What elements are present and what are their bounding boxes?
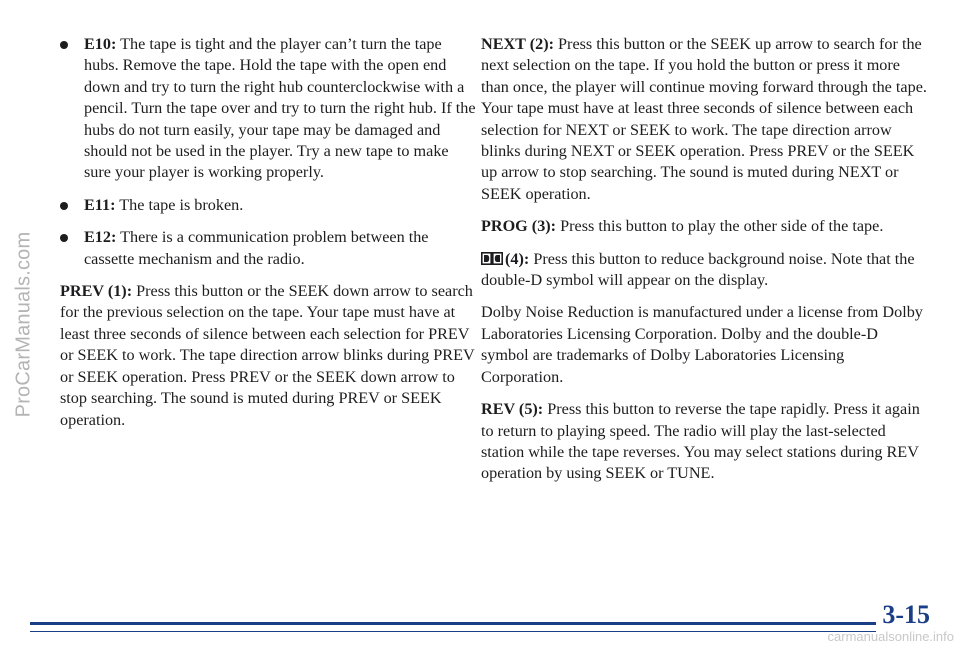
footer-watermark: carmanualsonline.info: [827, 629, 954, 644]
footer-rule-thin: [30, 631, 876, 632]
side-watermark: [6, 0, 42, 648]
dolby-paragraph: [481, 249, 929, 292]
bullet-text: The tape is tight and the player can’t turn the tape hubs. Remove the tape. Hold the tape with the open end down and try to turn the right hub counterclockwise with a pencil. Turn the tape over and try to turn the right hub. If the hubs do not turn easily, your tape may be damaged and should not be used in the player. Try a new tape to make sure your player is working properly.: [84, 35, 476, 182]
rev-paragraph: [481, 399, 929, 485]
watermark-text: ProCarManuals.com: [12, 231, 35, 417]
next-paragraph: [481, 34, 929, 205]
dolby-text: Press this button to reduce background noise. Note that the double-D symbol will appear on the display.: [481, 249, 915, 290]
bullet-icon: [60, 202, 68, 210]
bullet-icon: [60, 41, 68, 49]
prog-term: PROG (3):: [481, 217, 557, 236]
prev-text: Press this button or the SEEK down arrow to search for the previous selection on the tape. Your tape must have at least three seconds of silence between each selection for PREV or SEEK to work. The tape direction arrow blinks during PREV or SEEK operation. Press PREV or the SEEK down arrow to stop searching. The sound is muted during PREV or SEEK operation.: [60, 282, 475, 429]
dolby-term: (4):: [505, 249, 530, 268]
prog-text: Press this button to play the other side of the tape.: [556, 217, 884, 236]
prev-term: PREV (1):: [60, 282, 133, 301]
page-number: 3-15: [882, 600, 930, 629]
footer-rule: [30, 622, 876, 625]
prog-paragraph: [481, 216, 929, 237]
bullet-text: The tape is broken.: [115, 195, 244, 214]
right-column: [481, 34, 929, 496]
prev-paragraph: [60, 281, 478, 431]
bullet-icon: [60, 234, 68, 242]
rev-text: Press this button to reverse the tape rapidly. Press it again to return to playing speed. The radio will play the last-selected station while the tape reverses. You may select stations during REV operation by using SEEK or TUNE.: [481, 400, 920, 483]
left-column: [60, 34, 478, 442]
bullet-e11: [60, 195, 478, 216]
bullet-term: E10:: [84, 35, 117, 53]
bullet-term: E11:: [84, 195, 116, 214]
bullet-e12: [60, 227, 478, 270]
bullet-term: E12:: [84, 228, 117, 247]
next-term: NEXT (2):: [481, 35, 554, 53]
double-d-icon: [481, 252, 503, 265]
rev-term: REV (5):: [481, 400, 544, 419]
next-text: Press this button or the SEEK up arrow to search for the next selection on the tape. If you hold the button or press it more than once, the player will continue moving forward through the tape. Your tape must have at least three seconds of silence between each selection for NEXT or SEEK to work. The tape direction arrow blinks during NEXT or SEEK operation. Press PREV or the SEEK up arrow to stop searching. The sound is muted during NEXT or SEEK operation.: [481, 35, 927, 203]
dolby-license-note: Dolby Noise Reduction is manufactured under a license from Dolby Laboratories Licensing Corporation. Dolby and the double-D symbol are trademarks of Dolby Laboratories Licensing Corporation.: [481, 303, 923, 386]
bullet-e10: [60, 34, 478, 184]
bullet-text: There is a communication problem between the cassette mechanism and the radio.: [84, 228, 429, 268]
